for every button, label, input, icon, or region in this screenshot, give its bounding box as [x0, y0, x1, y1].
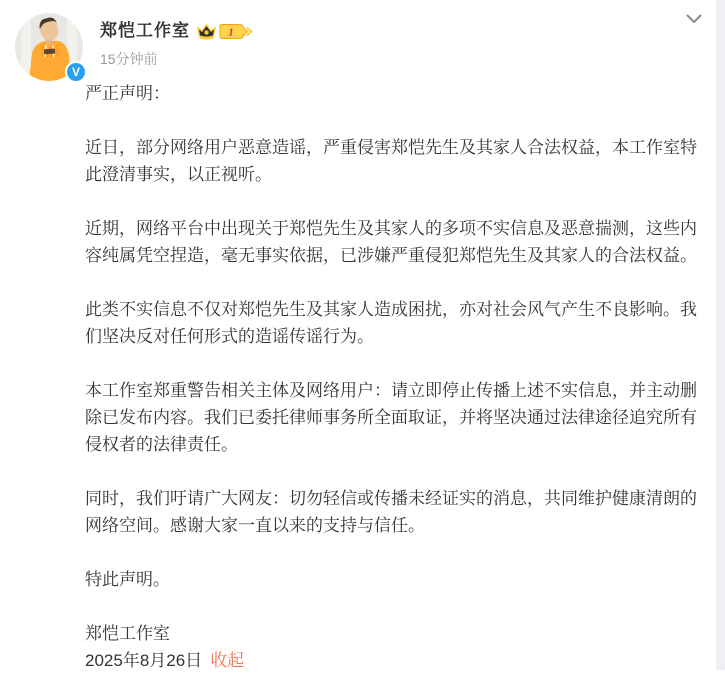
vip-crown-icon [196, 23, 217, 40]
timestamp: 15分钟前 [100, 51, 158, 67]
collapse-link[interactable]: 收起 [210, 651, 245, 670]
scroll-gutter [716, 0, 725, 670]
verified-badge-icon: V [65, 61, 87, 83]
username[interactable]: 郑恺工作室 [100, 21, 190, 40]
signature: 郑恺工作室 [85, 624, 170, 643]
vip-badges[interactable] [196, 23, 253, 40]
svg-text:1: 1 [228, 26, 234, 38]
statement-paragraph: 同时，我们吁请广大网友：切勿轻信或传播未经证实的消息，共同维护健康清朗的网络空间。感谢大家一直以来的支持与信任。 [85, 489, 697, 535]
post-header [100, 20, 253, 68]
statement-closing: 特此声明。 [85, 570, 170, 589]
avatar[interactable] [15, 13, 83, 81]
vip-level-badge-icon [219, 23, 253, 40]
post-date: 2025年8月26日 [85, 651, 203, 670]
statement-paragraph: 此类不实信息不仅对郑恺先生及其家人造成困扰，亦对社会风气产生不良影响。我们坚决反对任何形式的造谣传谣行为。 [85, 300, 697, 346]
statement-title: 严正声明： [85, 84, 170, 103]
statement-paragraph: 近期，网络平台中出现关于郑恺先生及其家人的多项不实信息及恶意揣测，这些内容纯属凭空捏造，毫无事实依据，已涉嫌严重侵犯郑恺先生及其家人的合法权益。 [85, 219, 697, 265]
chevron-down-icon[interactable] [683, 8, 705, 30]
statement-paragraph: 本工作室郑重警告相关主体及网络用户：请立即停止传播上述不实信息，并主动删除已发布内容。我们已委托律师事务所全面取证，并将坚决通过法律途径追究所有侵权者的法律责任。 [85, 381, 697, 454]
statement-paragraph: 近日，部分网络用户恶意造谣，严重侵害郑恺先生及其家人合法权益，本工作室特此澄清事实，以正视听。 [85, 138, 697, 184]
post-content [85, 80, 707, 674]
